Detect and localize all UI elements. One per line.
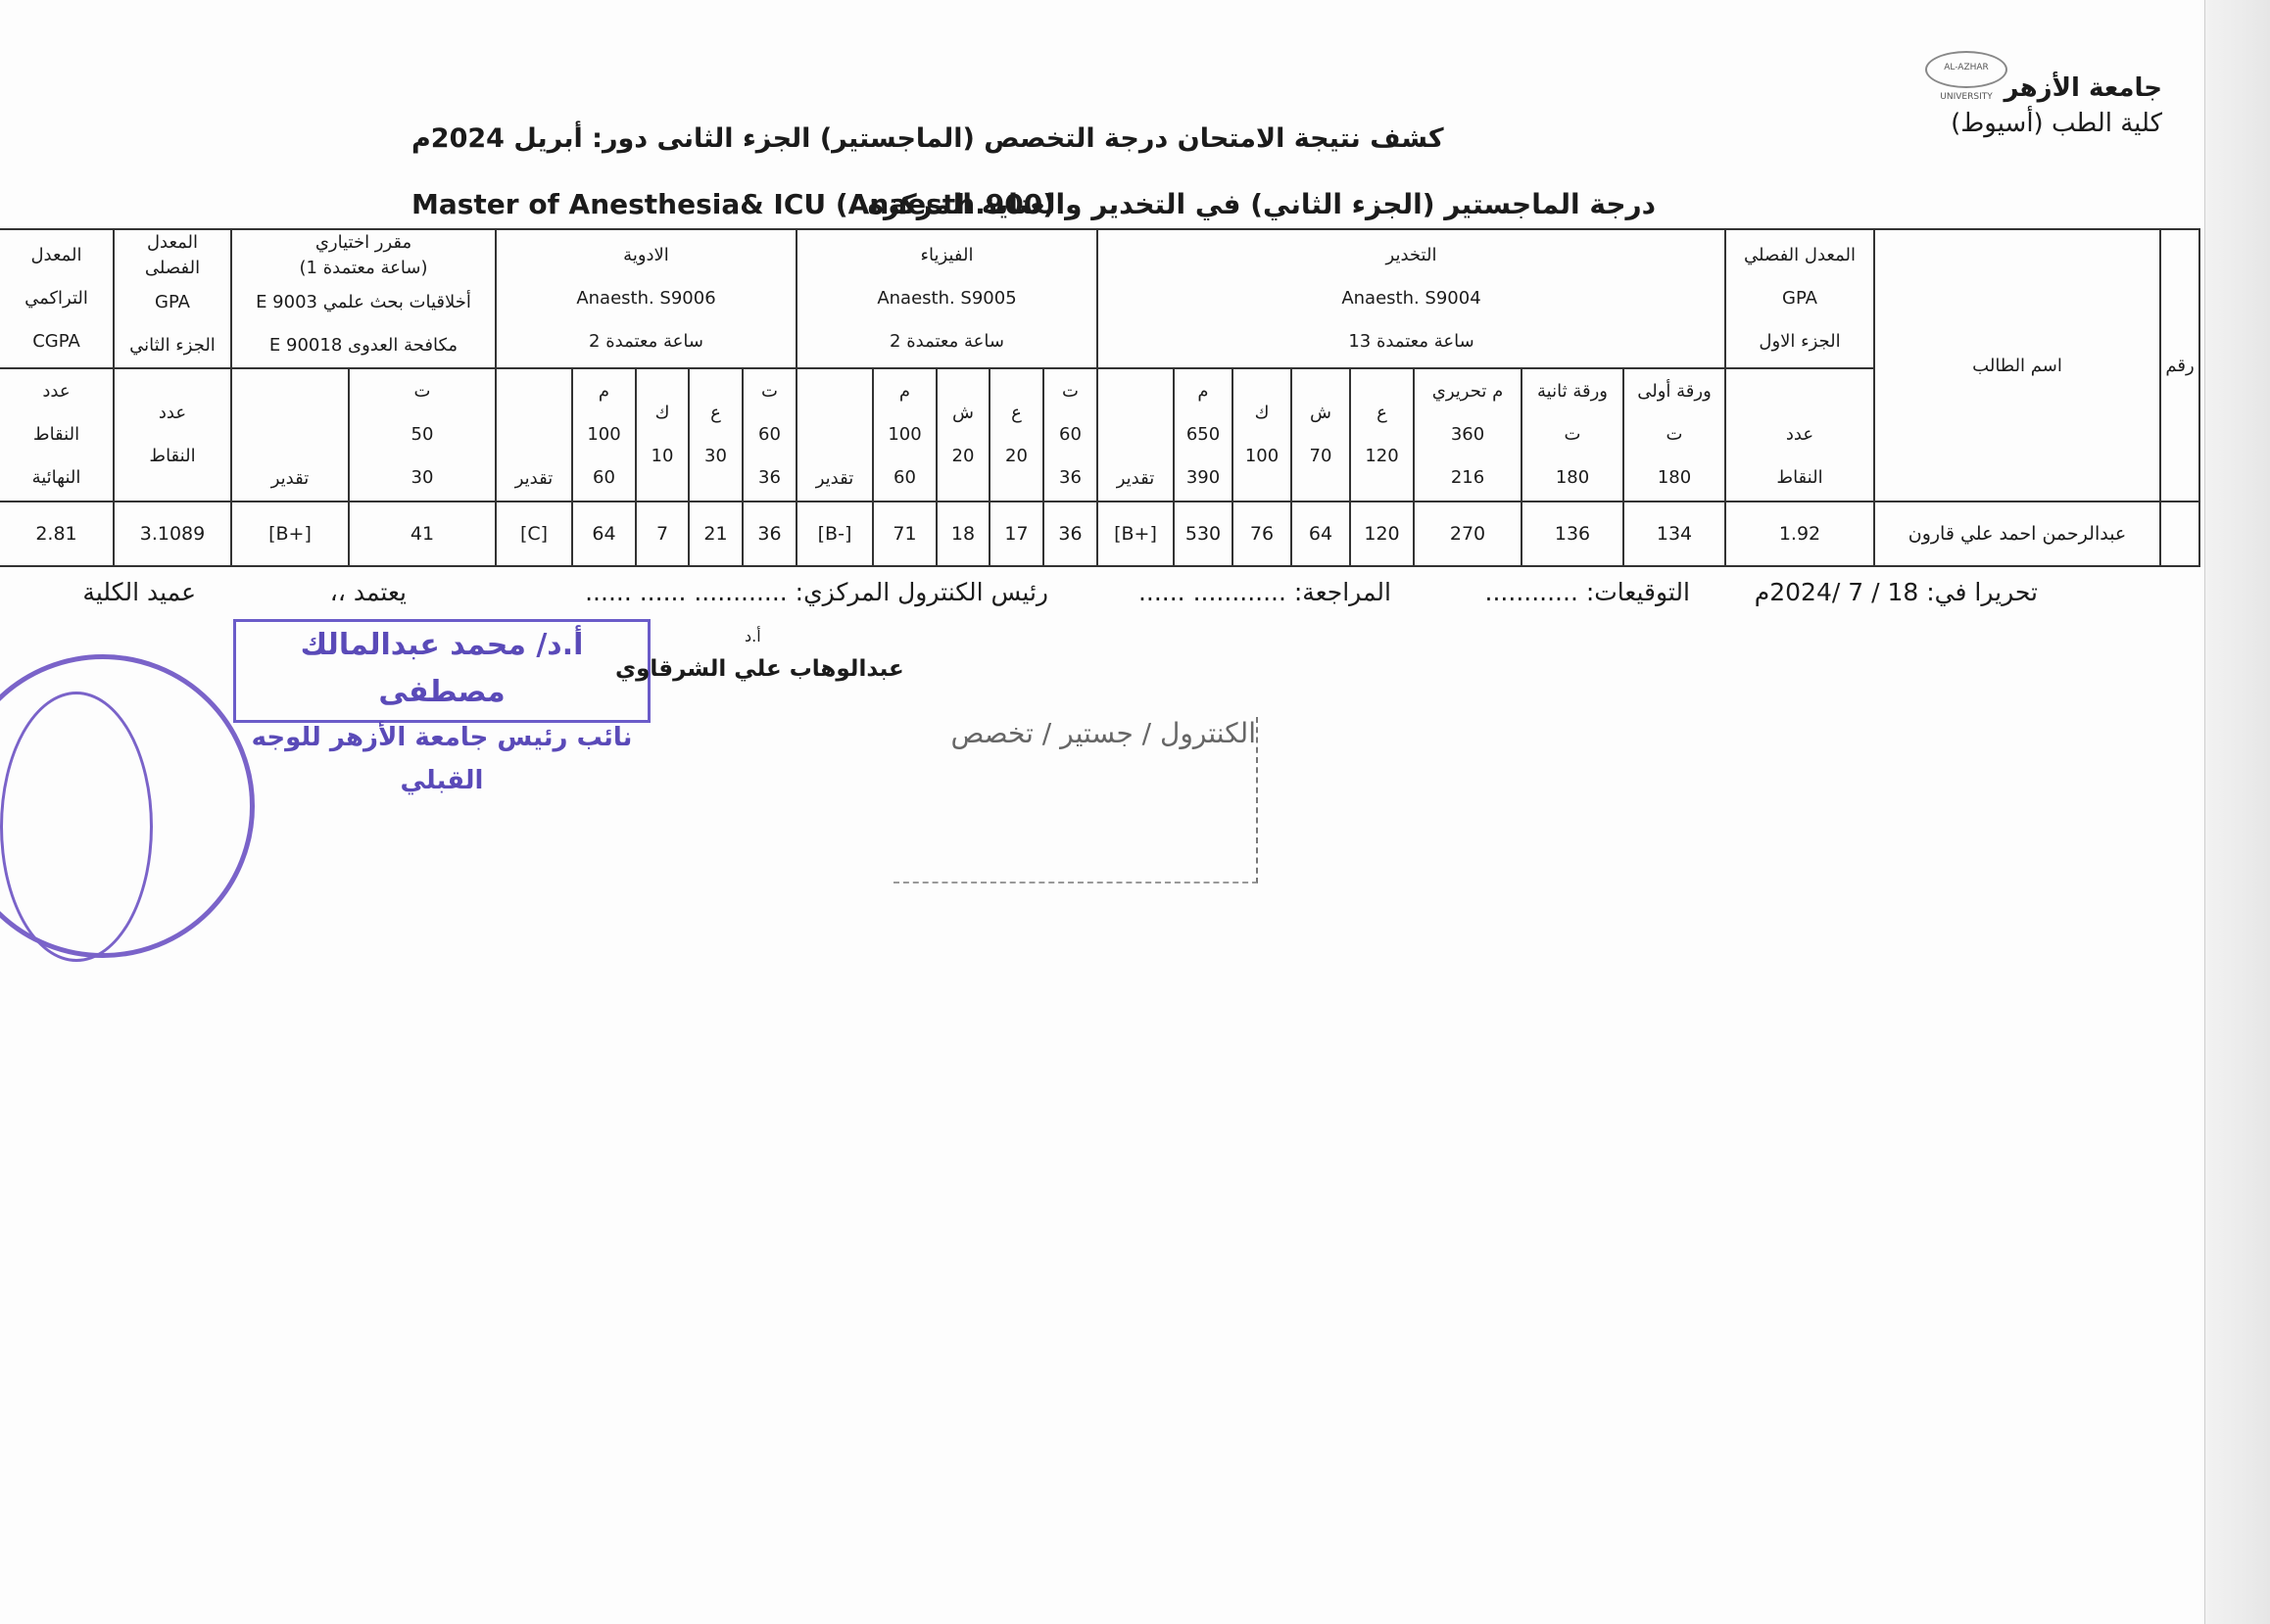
row-number: [2160, 502, 2199, 566]
physics-header: الفيزياء Anaesth. S9005 2 ساعة معتمدة: [797, 229, 1097, 368]
gpa2-header: المعدل الفصلى GPA الجزء الثاني: [114, 229, 231, 368]
signatures-label: التوقيعات: ............: [1484, 578, 1690, 606]
university-header: [1951, 71, 2162, 141]
student-name-header: اسم الطالب: [1874, 229, 2160, 502]
dean-label: عميد الكلية: [82, 578, 196, 606]
anaes-paper2: 136: [1521, 502, 1623, 566]
gpa2-value: 3.1089: [114, 502, 231, 566]
anaes-m: 530: [1174, 502, 1232, 566]
pharm-col-t: ت 60 36: [743, 368, 797, 502]
phys-col-t: ت 60 36: [1043, 368, 1097, 502]
phys-col-m: م 100 60: [873, 368, 937, 502]
gpa1-points-header: عدد النقاط: [1725, 368, 1874, 502]
phys-sh: 18: [937, 502, 990, 566]
signer-name: عبدالوهاب علي الشرقاوي: [615, 656, 904, 682]
pharm-grade-header: تقدير: [496, 368, 572, 502]
seal-inner-ring: [0, 692, 153, 962]
anaes-col-paper1: ورقة أولى ت 180: [1623, 368, 1725, 502]
anaes-paper1: 134: [1623, 502, 1725, 566]
pharm-k: 7: [636, 502, 689, 566]
page-edge: [2204, 0, 2270, 1624]
results-table: [0, 228, 2200, 567]
pharm-col-k: ك 10: [636, 368, 689, 502]
elective-grade: [B+]: [231, 502, 349, 566]
pharmacology-header: الادوية Anaesth. S9006 2 ساعة معتمدة: [496, 229, 797, 368]
signature-line: [29, 578, 2038, 617]
phys-t: 36: [1043, 502, 1097, 566]
anaes-sh: 64: [1291, 502, 1350, 566]
signer-prefix: أ.د: [745, 627, 761, 645]
page-title: كشف نتيجة الامتحان درجة التخصص (الماجستير) الجزء الثانى دور: أبريل 2024م: [411, 123, 1444, 154]
vice-president-stamp: أ.د/ محمد عبدالمالك مصطفى نائب رئيس جامعة الأزهر للوجه القبلي: [233, 619, 651, 723]
anaesthesia-header: التخدير Anaesth. S9004 13 ساعة معتمدة: [1097, 229, 1725, 368]
anaes-written: 270: [1414, 502, 1521, 566]
elective-header: مقرر اختياري (1 ساعة معتمدة) E 9003 أخلاقيات بحث علمي E 90018 مكافحة العدوى: [231, 229, 496, 368]
gpa2-points-header: عدد النقاط: [114, 368, 231, 502]
pharm-col-a: ع 30: [689, 368, 743, 502]
anaes-col-paper2: ورقة ثانية ت 180: [1521, 368, 1623, 502]
phys-m: 71: [873, 502, 937, 566]
approve-label: يعتمد ،،: [329, 578, 407, 606]
faculty-name: كلية الطب (أسيوط): [1951, 109, 2162, 138]
elective-marks-header: ت 50 30: [349, 368, 496, 502]
anaes-col-k: ك 100: [1232, 368, 1291, 502]
phys-grade-header: تقدير: [797, 368, 873, 502]
university-name: جامعة الأزهر: [2004, 73, 2162, 103]
control-stamp: الكنترول / جستير / تخصص: [894, 717, 1258, 884]
anaes-col-m: م 650 390: [1174, 368, 1232, 502]
anaes-grade: [B+]: [1097, 502, 1174, 566]
row-number-header: رقم: [2160, 229, 2199, 502]
program-title-ar: درجة الماجستير (الجزء الثاني) في التخدير والعناية المركزة: [867, 188, 1656, 220]
phys-grade: [B-]: [797, 502, 873, 566]
phys-a: 17: [990, 502, 1043, 566]
anaes-grade-header: تقدير: [1097, 368, 1174, 502]
anaes-k: 76: [1232, 502, 1291, 566]
university-logo: AL-AZHAR UNIVERSITY: [1925, 51, 2007, 88]
phys-col-a: ع 20: [990, 368, 1043, 502]
phys-col-sh: ش 20: [937, 368, 990, 502]
cgpa-header: المعدل التراكمي CGPA: [0, 229, 114, 368]
cgpa-points-header: عدد النقاط النهائية: [0, 368, 114, 502]
pharm-m: 64: [572, 502, 636, 566]
gpa1-header: المعدل الفصلي GPA الجزء الاول: [1725, 229, 1874, 368]
anaes-a: 120: [1350, 502, 1414, 566]
issue-date: تحريرا في: 18 / 7 /2024م: [1754, 578, 2038, 606]
pharm-t: 36: [743, 502, 797, 566]
control-head-label: رئيس الكنترول المركزي: ............ ...... ......: [585, 578, 1048, 606]
anaes-col-a: ع 120: [1350, 368, 1414, 502]
pharm-col-m: م 100 60: [572, 368, 636, 502]
anaes-col-sh: ش 70: [1291, 368, 1350, 502]
gpa1-value: 1.92: [1725, 502, 1874, 566]
elective-grade-header: تقدير: [231, 368, 349, 502]
program-title-en: Master of Anesthesia& ICU (Anaesth.900): [411, 188, 1056, 220]
cgpa-value: 2.81: [0, 502, 114, 566]
pharm-a: 21: [689, 502, 743, 566]
anaes-col-written: م تحريري 360 216: [1414, 368, 1521, 502]
student-name: عبدالرحمن احمد علي قارون: [1874, 502, 2160, 566]
pharm-grade: [C]: [496, 502, 572, 566]
review-label: المراجعة: ............ ......: [1137, 578, 1391, 606]
table-row: [0, 502, 2199, 566]
elective-total: 41: [349, 502, 496, 566]
